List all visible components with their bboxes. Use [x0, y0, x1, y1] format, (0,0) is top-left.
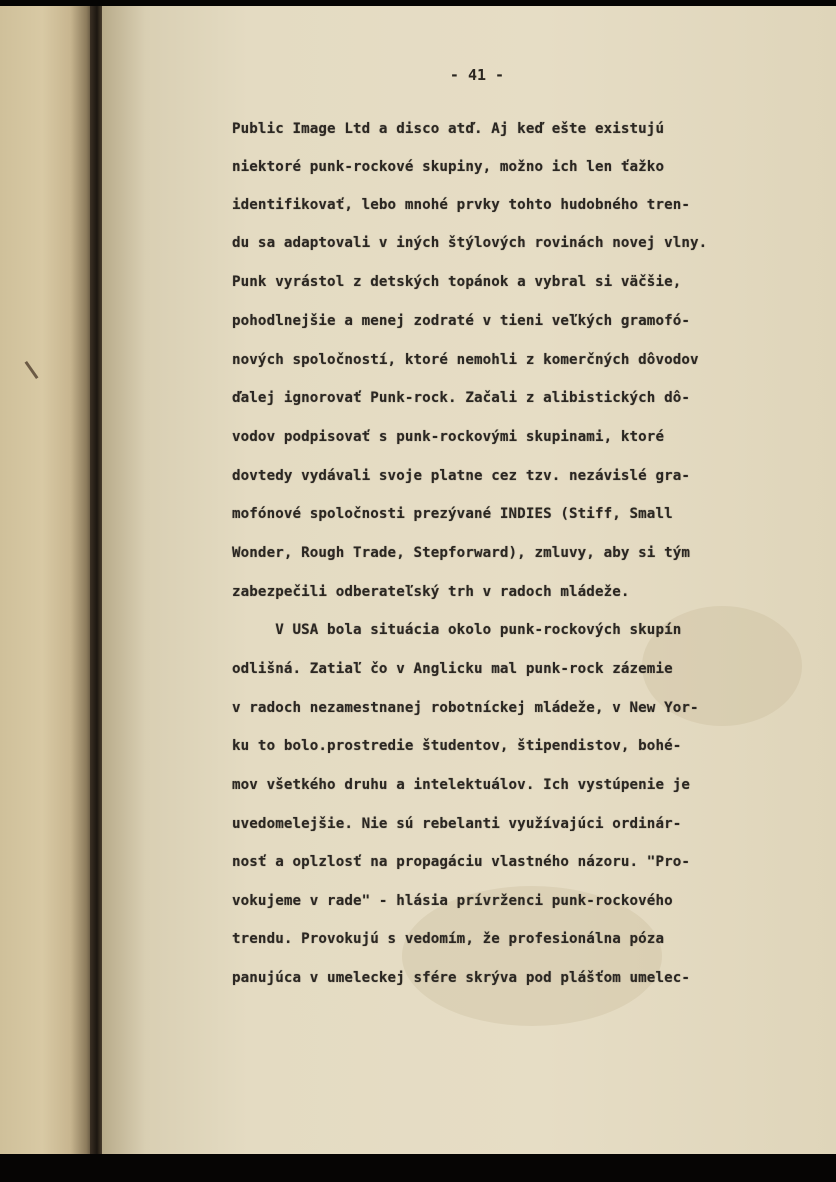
document-page — [102, 6, 836, 1156]
text-line: panujúca v umeleckej sfére skrýva pod plášťom umelec- — [232, 970, 691, 986]
text-line: vokujeme v rade" - hlásia prívrženci punk-rockového — [232, 893, 673, 909]
text-line: vodov podpisovať s punk-rockovými skupinami, ktoré — [232, 429, 665, 445]
text-line: identifikovať, lebo mnohé prvky tohto hudobného tren- — [232, 197, 691, 213]
text-line: ďalej ignorovať Punk-rock. Začali z alibistických dô- — [232, 390, 691, 406]
text-line: trendu. Provokujú s vedomím, že profesionálna póza — [232, 931, 665, 947]
text-line: zabezpečili odberateľský trh v radoch mládeže. — [232, 584, 630, 600]
text-line: ku to bolo.prostredie študentov, štipendistov, bohé- — [232, 738, 682, 754]
text-line: Public Image Ltd a disco atď. Aj keď ešte existujú — [232, 121, 665, 137]
scan-bottom-edge — [0, 1154, 836, 1182]
text-line: pohodlnejšie a menej zodraté v tieni veľkých gramofó- — [232, 313, 691, 329]
page-number: - 41 - — [449, 66, 505, 84]
text-line: du sa adaptovali v iných štýlových rovinách novej vlny. — [232, 235, 708, 251]
text-line: nových spoločností, ktoré nemohli z komerčných dôvodov — [232, 352, 699, 368]
text-line: odlišná. Zatiaľ čo v Anglicku mal punk-rock zázemie — [232, 661, 673, 677]
text-line: mov všetkého druhu a intelektuálov. Ich vystúpenie je — [232, 777, 691, 793]
facing-page-edge — [0, 6, 94, 1156]
text-line: Wonder, Rough Trade, Stepforward), zmluvy, aby si tým — [232, 545, 691, 561]
text-line: uvedomelejšie. Nie sú rebelanti využívajúci ordinár- — [232, 816, 682, 832]
text-line: dovtedy vydávali svoje platne cez tzv. nezávislé gra- — [232, 468, 691, 484]
text-line: nosť a oplzlosť na propagáciu vlastného názoru. "Pro- — [232, 854, 691, 870]
text-line: niektoré punk-rockové skupiny, možno ich len ťažko — [232, 159, 665, 175]
text-line: V USA bola situácia okolo punk-rockových skupín — [232, 622, 682, 638]
text-line: mofónové spoločnosti prezývané INDIES (Stiff, Small — [232, 506, 673, 522]
text-line: Punk vyrástol z detských topánok a vybral si väčšie, — [232, 274, 682, 290]
text-line: v radoch nezamestnanej robotníckej mládeže, v New Yor- — [232, 700, 699, 716]
pen-mark — [25, 361, 39, 379]
